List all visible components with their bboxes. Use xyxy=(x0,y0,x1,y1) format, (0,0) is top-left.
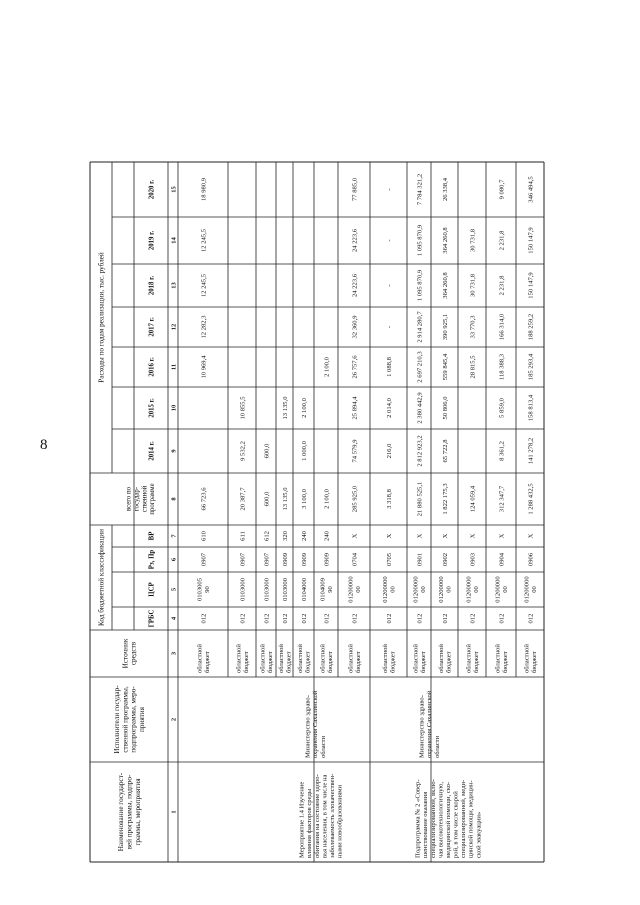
column-number: 3 xyxy=(170,651,178,656)
row-csr: 0120000000 xyxy=(494,576,510,603)
header-year: 2018 г. xyxy=(148,275,156,296)
header-year: 2020 г. xyxy=(148,179,156,200)
row-value: - xyxy=(385,188,393,191)
row-value: 158 813,4 xyxy=(527,394,535,422)
header-executors: Исполнители государ-ственной программы,подпрограммы, меро-приятия xyxy=(113,685,146,754)
row-rzpr: 0902 xyxy=(441,552,449,567)
row-source: областнойбюджет xyxy=(412,644,428,673)
column-number: 9 xyxy=(170,449,178,453)
row-value: 26 338,4 xyxy=(441,177,449,202)
row-grbs: 012 xyxy=(498,613,506,624)
row-vr: X xyxy=(351,533,359,539)
row-value: 77 885,0 xyxy=(351,177,359,202)
row-rzpr: 0906 xyxy=(527,552,535,567)
row-source: областнойбюджет xyxy=(196,644,212,673)
row-value: 26 757,6 xyxy=(351,355,359,379)
row-value: 185 293,4 xyxy=(527,353,535,381)
row-csr: 0120000000 xyxy=(382,576,397,603)
column-number: 7 xyxy=(170,534,178,538)
row-value: 216,0 xyxy=(385,443,393,459)
row-value: 346 494,5 xyxy=(527,176,535,203)
row-grbs: 012 xyxy=(323,613,331,624)
row-value: 7 784 321,2 xyxy=(416,173,424,206)
rotated-table-container xyxy=(90,42,630,862)
row-grbs: 012 xyxy=(385,613,393,624)
row-vr: X xyxy=(498,533,506,539)
row-value: 559 845,4 xyxy=(441,353,449,381)
row-value: 13 135,0 xyxy=(281,396,289,420)
header-year: 2015 г. xyxy=(148,398,156,418)
row-csr: 0120000000 xyxy=(347,576,363,603)
row-value: 118 388,3 xyxy=(498,353,506,381)
row-value: 364 260,8 xyxy=(441,272,449,299)
column-number: 2 xyxy=(170,717,178,722)
row-vr: 320 xyxy=(281,531,289,541)
row-csr: 0103000 xyxy=(263,577,271,602)
subprogram-executor: Министерство здраво-охранения Сахалинскойобласти xyxy=(418,690,441,758)
row-value: 2 231,8 xyxy=(498,230,506,251)
column-number: 14 xyxy=(170,237,178,244)
row-value: 124 059,4 xyxy=(469,485,477,513)
row-rzpr: 0909 xyxy=(281,552,289,567)
row-value: 21 880 525,1 xyxy=(416,481,424,517)
row-value: 1 000,0 xyxy=(300,441,308,461)
header-expenses: Расходы по годам реализации, тыс. рублей xyxy=(97,252,106,383)
row-source: областнойбюджет xyxy=(465,644,481,673)
row-source: областнойбюджет xyxy=(235,644,251,673)
header-program-name: Наименование государст-вей программы, подпро-граммы, мероприятия xyxy=(117,772,142,852)
row-value: 2 697 210,3 xyxy=(416,351,424,383)
header-vr: ВР xyxy=(148,531,156,541)
row-value: 3 100,0 xyxy=(300,489,308,509)
column-number: 6 xyxy=(170,557,178,562)
row-value: - xyxy=(385,284,393,287)
row-csr: 010300590 xyxy=(196,577,212,602)
row-value: 364 260,8 xyxy=(441,227,449,254)
column-number: 5 xyxy=(170,587,178,592)
header-year: 2019 г. xyxy=(148,230,156,251)
header-rzpr: Рз, Пр xyxy=(148,549,156,570)
row-source: областнойбюджет xyxy=(297,644,312,673)
row-vr: 240 xyxy=(323,531,331,541)
row-rzpr: 0705 xyxy=(385,552,393,567)
row-value: 1 095 870,9 xyxy=(416,224,424,257)
row-value: 30 731,8 xyxy=(469,228,477,253)
row-grbs: 012 xyxy=(200,613,208,624)
row-value: 2 100,0 xyxy=(300,398,308,418)
row-value: 13 135,0 xyxy=(281,487,289,511)
row-value: 12 245,5 xyxy=(200,228,208,253)
row-value: 150 147,9 xyxy=(527,227,535,254)
row-value: 74 579,9 xyxy=(351,439,359,463)
row-grbs: 012 xyxy=(469,613,477,624)
row-value: 10 969,4 xyxy=(200,355,208,379)
row-rzpr: 0907 xyxy=(239,552,247,567)
column-number: 10 xyxy=(170,404,178,412)
row-value: 24 223,6 xyxy=(351,273,359,298)
row-value: 2 812 923,2 xyxy=(416,435,424,467)
row-csr: 0103000 xyxy=(239,577,247,602)
row-value: 2 100,0 xyxy=(323,357,331,377)
row-vr: 240 xyxy=(300,531,308,541)
measure-title: Мероприятие 1.4 Изучениевлияния факторов средыобитания на состояние здоро-вья населения, в том числе назаболеваемость злокачествен-ными новообразованиями xyxy=(298,773,344,858)
row-value: 32 360,9 xyxy=(351,315,359,339)
budget-table xyxy=(90,42,630,862)
header-kbk: Код бюджетной классификации xyxy=(97,529,106,626)
row-rzpr: 0904 xyxy=(498,552,506,567)
row-value: 18 980,9 xyxy=(200,177,208,202)
row-source: областнойбюджет xyxy=(438,644,453,673)
column-number: 13 xyxy=(170,282,178,289)
row-source: областнойбюджет xyxy=(382,644,397,673)
measure-executor: Министерство здраво-охранения Сахалинскойобласти xyxy=(304,690,327,758)
row-value: 150 147,9 xyxy=(527,272,535,299)
row-rzpr: 0704 xyxy=(351,552,359,567)
row-grbs: 012 xyxy=(263,613,271,624)
row-value: 30 731,8 xyxy=(469,273,477,298)
row-csr: 0120000000 xyxy=(412,576,428,603)
row-rzpr: 0901 xyxy=(416,552,424,567)
row-grbs: 012 xyxy=(527,613,535,624)
row-csr: 0120000000 xyxy=(438,576,453,603)
row-value: 28 815,5 xyxy=(469,355,477,379)
row-source: областнойбюджет xyxy=(278,644,293,673)
row-value: 2 014,0 xyxy=(385,398,393,418)
row-rzpr: 0909 xyxy=(300,552,308,567)
row-rzpr: 0907 xyxy=(263,552,271,567)
row-value: 50 806,0 xyxy=(441,396,449,420)
row-csr: 0120000000 xyxy=(465,576,481,603)
row-vr: X xyxy=(441,533,449,539)
row-vr: X xyxy=(527,533,535,539)
column-number: 12 xyxy=(170,323,178,331)
row-value: 1 088,8 xyxy=(385,357,393,377)
row-source: областнойбюджет xyxy=(347,644,363,673)
row-value: 9 532,2 xyxy=(239,441,247,461)
row-value: 12 282,3 xyxy=(200,315,208,339)
column-number: 15 xyxy=(170,186,178,193)
row-vr: 611 xyxy=(239,531,247,541)
row-rzpr: 0903 xyxy=(469,552,477,567)
column-number: 8 xyxy=(170,497,178,501)
header-source: Источниксредств xyxy=(121,638,138,669)
row-csr: 010400990 xyxy=(319,577,335,602)
row-value: 312 347,7 xyxy=(498,485,506,513)
row-value: 600,0 xyxy=(263,491,271,507)
header-year: 2017 г. xyxy=(148,317,156,337)
row-csr: 0103000 xyxy=(281,577,289,602)
row-value: 5 859,0 xyxy=(498,398,506,418)
row-value: 2 100,0 xyxy=(323,489,331,509)
row-grbs: 012 xyxy=(300,613,308,624)
row-vr: X xyxy=(416,533,424,539)
row-value: - xyxy=(385,239,393,242)
row-value: 12 245,5 xyxy=(200,273,208,298)
row-value: 25 894,4 xyxy=(351,396,359,420)
row-source: областнойбюджет xyxy=(494,644,510,673)
row-csr: 0104000 xyxy=(300,577,308,602)
row-value: 166 314,0 xyxy=(498,313,506,341)
row-value: 2 914 280,7 xyxy=(416,311,424,343)
row-value: 390 925,1 xyxy=(441,313,449,341)
row-grbs: 012 xyxy=(441,613,449,624)
row-value: 10 855,5 xyxy=(239,396,247,420)
row-grbs: 012 xyxy=(239,613,247,624)
row-rzpr: 0909 xyxy=(323,552,331,567)
row-source: областнойбюджет xyxy=(523,644,539,673)
row-vr: X xyxy=(469,533,477,539)
row-value: 33 770,3 xyxy=(469,315,477,339)
row-value: 3 318,8 xyxy=(385,489,393,509)
row-grbs: 012 xyxy=(416,613,424,624)
row-source: областнойбюджет xyxy=(319,644,335,673)
row-value: 1 288 432,5 xyxy=(527,483,535,515)
row-value: 2 380 442,9 xyxy=(416,392,424,424)
row-vr: X xyxy=(385,533,393,539)
header-csr: ЦСР xyxy=(148,582,156,597)
row-value: 65 722,8 xyxy=(441,439,449,463)
row-source: областнойбюджет xyxy=(259,644,275,673)
header-year: 2014 г. xyxy=(148,441,156,461)
subprogram-title: Подпрограмма № 2 «Совер-шенствование оказанияспециализированной, вклю-чая высокотехнологичную,медицинской помощи, ско-рой, в том числе скоройспециализированной, меди-цинской помощи, медицин-ской эвакуации» xyxy=(414,779,483,858)
row-value: 66 723,6 xyxy=(200,487,208,511)
row-value: 9 080,7 xyxy=(498,179,506,200)
page-number: 8 xyxy=(40,437,48,453)
row-value: - xyxy=(385,325,393,329)
row-rzpr: 0907 xyxy=(200,552,208,567)
row-value: 600,0 xyxy=(263,443,271,459)
row-value: 1 095 870,9 xyxy=(416,269,424,302)
row-value: 8 361,2 xyxy=(498,441,506,461)
row-csr: 0120000000 xyxy=(523,576,539,603)
row-value: 24 223,6 xyxy=(351,228,359,253)
column-number: 11 xyxy=(170,363,178,371)
row-grbs: 012 xyxy=(351,613,359,624)
header-total: всего погосудар-ственнойпрограмме xyxy=(125,483,157,515)
row-grbs: 012 xyxy=(281,613,289,624)
row-value: 2 231,8 xyxy=(498,275,506,296)
column-number: 4 xyxy=(170,616,178,621)
header-year: 2016 г. xyxy=(148,357,156,377)
row-value: 141 278,2 xyxy=(527,437,535,465)
row-vr: 610 xyxy=(200,531,208,541)
row-value: 1 822 175,3 xyxy=(441,483,449,515)
row-value: 20 387,7 xyxy=(239,487,247,511)
row-value: 188 259,2 xyxy=(527,313,535,341)
row-vr: 612 xyxy=(263,531,271,541)
header-grbs: ГРБС xyxy=(148,609,156,628)
row-value: 285 925,0 xyxy=(351,485,359,513)
column-number: 1 xyxy=(170,810,178,814)
